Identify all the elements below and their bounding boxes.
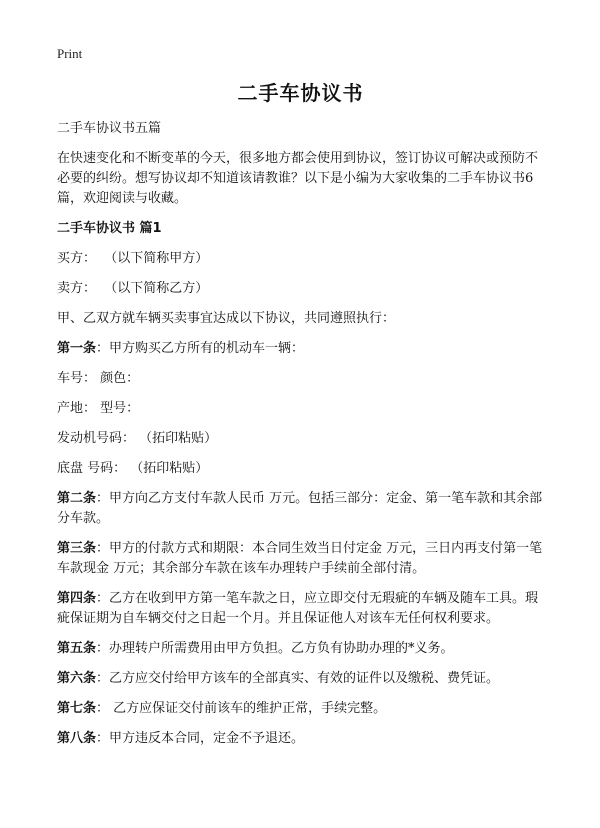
article-text: 车号： 颜色： (57, 371, 140, 386)
vehicle-origin-model-line (57, 399, 544, 419)
article-3 (57, 539, 544, 579)
article-number: 第七条 (57, 701, 97, 716)
article-2 (57, 489, 544, 529)
agreement-line: 甲、乙双方就车辆买卖事宜达成以下协议，共同遵照执行： (57, 311, 396, 326)
article-text: ：甲方违反本合同，定金不予退还。 (96, 731, 305, 746)
document-title: 二手车协议书 (237, 81, 364, 105)
article-number: 第八条 (57, 731, 97, 746)
vehicle-plate-color-line (57, 369, 544, 389)
article-text: ：乙方应交付给甲方该车的全部真实、有效的证件以及缴税、费凭证。 (96, 671, 500, 686)
article-text: ：甲方购买乙方所有的机动车一辆： (96, 341, 305, 356)
article-text: 底盘 号码： （拓印粘贴） (57, 461, 209, 476)
article-text: ：甲方的付款方式和期限：本合同生效当日付定金 万元，三日内再支付第一笔车款现金 万元；其余部分车款在该车办理转户手续前全部付清。 (57, 541, 543, 576)
article-5 (57, 639, 544, 659)
print-label[interactable]: Print (57, 46, 83, 61)
article-number: 第三条 (57, 541, 97, 556)
engine-number-line (57, 429, 544, 449)
article-text: 产地： 型号： (57, 401, 140, 416)
article-7 (57, 699, 544, 719)
article-text: ：乙方在收到甲方第一笔车款之日，应立即交付无瑕疵的车辆及随车工具。瑕疵保证期为自车辆交付之日起一个月。并且保证他人对该车无任何权利要求。 (57, 591, 539, 626)
article-text: 发动机号码： （拓印粘贴） (57, 431, 218, 446)
seller-line: 卖方： （以下简称乙方） (57, 281, 209, 296)
article-number: 第二条 (57, 491, 97, 506)
buyer-line: 买方： （以下简称甲方） (57, 251, 209, 266)
article-number: 第四条 (57, 591, 97, 606)
article-number: 第五条 (57, 641, 97, 656)
article-text: ：甲方向乙方支付车款人民币 万元。包括三部分：定金、第一笔车款和其余部分车款。 (57, 491, 543, 526)
intro-paragraph: 在快速变化和不断变革的今天，很多地方都会使用到协议，签订协议可解决或预防不必要的纠纷。想写协议却不知道该请教谁？以下是小编为大家收集的二手车协议书6篇，欢迎阅读与收藏。 (57, 151, 539, 206)
article-number: 第六条 (57, 671, 97, 686)
article-6 (57, 669, 544, 689)
article-1 (57, 339, 544, 359)
section-heading: 二手车协议书 篇1 (57, 221, 162, 236)
chassis-number-line (57, 459, 544, 479)
article-8 (57, 729, 544, 749)
article-number: 第一条 (57, 341, 97, 356)
article-4 (57, 589, 544, 629)
document-subtitle: 二手车协议书五篇 (57, 121, 162, 136)
article-text: ： 乙方应保证交付前该车的维护正常，手续完整。 (96, 701, 387, 716)
article-text: ：办理转户所需费用由甲方负担。乙方负有协助办理的*义务。 (96, 641, 454, 656)
